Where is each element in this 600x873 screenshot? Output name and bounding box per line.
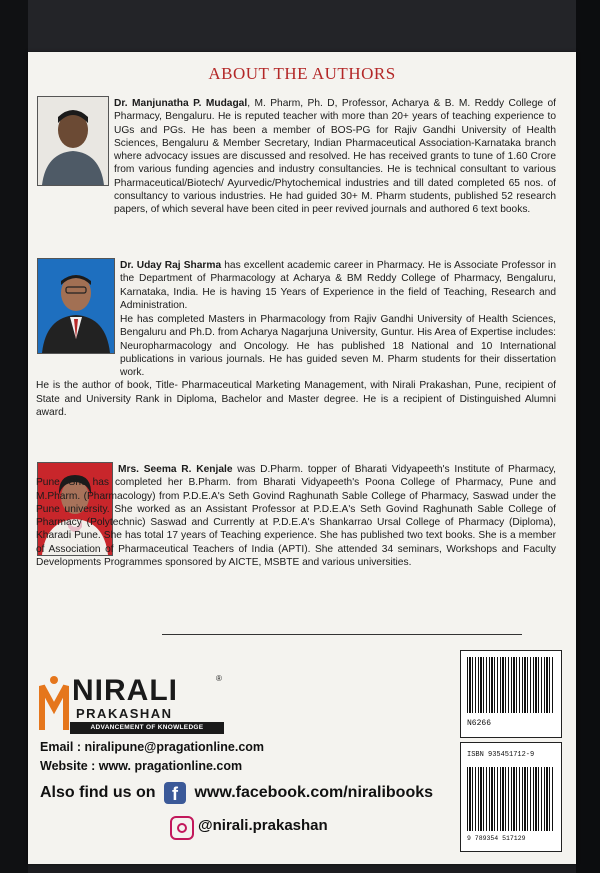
author-bio-2-cont: He has completed Masters in Pharmacology from Rajiv Gandhi University of Health Sciences, Bengaluru and Ph.D. from Acharya Nagarjuna University, Guntur. His Area of Expertise includes: Neuropharmacology and Oncology. He has published 18 National and 10 International publications in various journals. He has guided seven M. Pharm students for their dissertation work. He is the author of book, Title- Pharmaceutical Marketing Management, with Nirali Prakashan, Pune, recipient of State and University Rank in Diploma, Bachelor and Master degree. He is a recipient of Distinguished Alumni award. [36,314,556,419]
author-bio-1: Dr. Manjunatha P. Mudagal, M. Pharm, Ph. D, Professor, Acharya & B. M. Reddy College of Pharmacy, Bengaluru. He is reputed teacher with more than 20+ years of teaching experience to UGs and PGs. He has been a member of BOS-PG for Rajiv Gandhi University of Health Sciences, Bengaluru & Member Secretary, Indian Pharmaceutical Association-Karnataka branch where advocacy issues are discussed and resolved. He has received grants to tune of 1.60 Crore from various funding agencies and industry consultancies. He is technical consultant to various Pharmaceutical/Biotech/ Ayurvedic/Phytochemical industries and till dated completed 65 nos. of consultancy to various industries. He had guided 30+ M. Pharm students, published 52 research papers, of which several have been cited in peer revived journals and authored 6 text books. [114,98,557,216]
isbn-text: ISBN 935451712-9 [467,751,535,759]
registered-mark: ® [216,674,222,683]
facebook-line[interactable]: Also find us on f www.facebook.com/niralibooks [40,784,434,804]
instagram-icon [170,816,194,840]
book-edge-left [0,0,28,873]
author-bio-3: Mrs. Seema R. Kenjale was D.Pharm. topper of Bharati Vidyapeeth's Institute of Pharmacy, Pune. She has completed her B.Pharm. from Bharati Vidyapeeth's Poona College of Pharmacy, Pune and M.Pharm. (Pharmacology) from P.D.E.A's Seth Govind Raghunath Sable College of Pharmacy, Saswad under the Pune university. She worked as an Assistant Professor at P.D.E.A's Seth Govind Raghunath Sable College of Pharmacy (Polytechnic) Saswad and Currently at P.D.E.A's Shankarrao Ursal College of Pharmacy (Diploma), Kharadi Pune. She has total 17 years of Teaching experience. She has published two text books. She is a member of Association of Pharmaceutical Teachers of India (APTI). She attended 34 seminars, Workshops and Faculty Developments Programmes sponsored by AICTE, MSBTE and various universities. [36,464,556,569]
divider [162,634,522,635]
email-line[interactable]: Email : niralipune@pragationline.com [40,740,265,754]
brand-tagline: ADVANCEMENT OF KNOWLEDGE [70,722,224,734]
isbn-barcode [460,742,562,852]
publisher-logo [38,670,228,730]
website-line[interactable]: Website : www. pragationline.com [40,759,243,773]
author-photo-1 [37,96,109,186]
author-name-1: Dr. Manjunatha P. Mudagal [114,98,248,109]
section-title: ABOUT THE AUTHORS [208,64,396,83]
book-edge-right [576,0,600,873]
code-barcode [460,650,562,738]
book-top-band [28,0,576,52]
author-name-3: Mrs. Seema R. Kenjale [118,464,233,475]
instagram-handle[interactable]: @nirali.prakashan [198,817,328,834]
back-cover [28,52,576,864]
facebook-icon: f [164,782,186,804]
brand-sub: PRAKASHAN [76,706,173,721]
logo-mark-icon [38,672,72,732]
author-bio-2: Dr. Uday Raj Sharma has excellent academic career in Pharmacy. He is Associate Professor in the Department of Pharmacology at Acharya & BM Reddy College of Pharmacy, Bengaluru, Karnataka, India. He is having 15 Years of Experience in the field of Teaching, Research and Administration. [120,260,556,311]
isbn-digits: 9 789354 517129 [467,835,526,842]
author-name-2: Dr. Uday Raj Sharma [120,260,222,271]
facebook-url[interactable]: www.facebook.com/niralibooks [194,784,434,802]
brand-name: NIRALI [72,674,178,707]
isbn-bars [467,767,555,831]
book-code: N6266 [467,719,492,728]
barcode-bars [467,657,555,713]
